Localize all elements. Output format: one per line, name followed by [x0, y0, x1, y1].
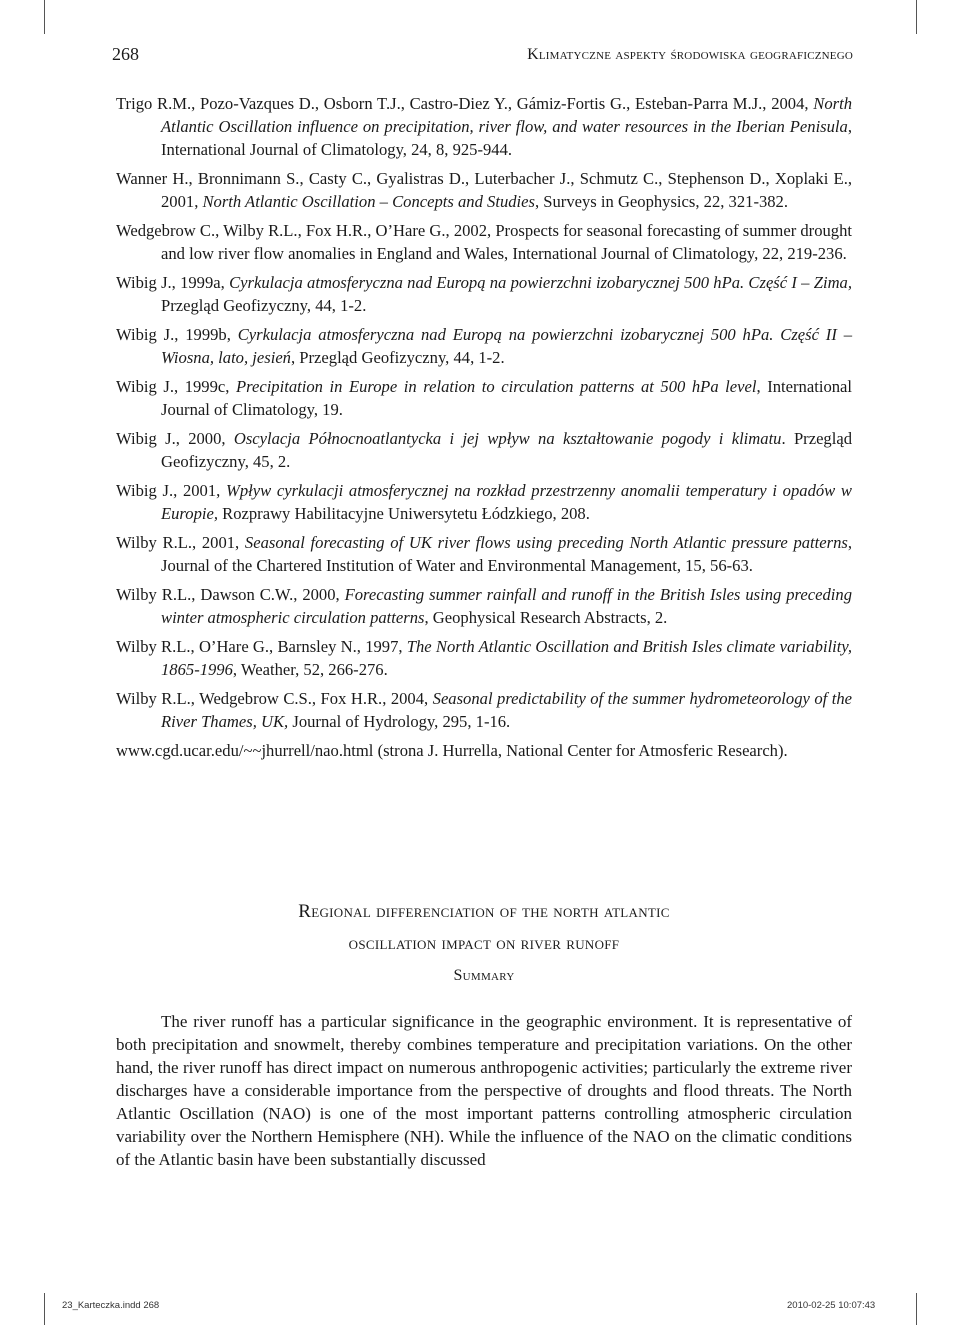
section-title [116, 896, 852, 960]
reference-item [116, 92, 852, 161]
ref-title: Oscylacja Północnoatlantycka i jej wpływ na kształtowanie pogody i klimatu [233, 429, 782, 448]
ref-source: Przegląd Geofizyczny, 44, 1-2. [161, 296, 367, 315]
ref-source: www.cgd.ucar.edu/~~jhurrell/nao.html (strona J. Hurrella, National Center for Atmosferic Research). [116, 741, 788, 760]
section-title-line-1: Regional differenciation of the north atlantic [298, 901, 670, 922]
ref-author: Wedgebrow C., Wilby R.L., Fox H.R., O’Hare G., 2002, [116, 221, 496, 240]
footer-timestamp: 2010-02-25 10:07:43 [787, 1300, 876, 1311]
crop-mark-top-right [916, 0, 917, 34]
ref-source: Rozprawy Habilitacyjne Uniwersytetu Łódzkiego, 208. [218, 504, 590, 523]
running-title: Klimatyczne aspekty środowiska geograficznego [527, 46, 853, 63]
ref-author: Wibig J., 2001, [116, 481, 226, 500]
ref-source: , Surveys in Geophysics, 22, 321-382. [534, 192, 789, 211]
ref-source: , Journal of the Chartered Institution of Water and Environmental Management, 15, 56-63. [161, 533, 853, 575]
ref-author: Wibig J., 1999a, [116, 273, 230, 292]
summary-heading: Summary [453, 967, 515, 984]
ref-title: Seasonal predictability of the summer hydrometeorology of the River Thames, UK, [161, 689, 852, 731]
ref-source: , Weather, 52, 266-276. [232, 660, 388, 679]
ref-source: , International Journal of Climatology, 19. [161, 377, 853, 419]
ref-source: Journal of Hydrology, 295, 1-16. [288, 712, 511, 731]
ref-author: Wibig J., 1999b, [116, 325, 238, 344]
reference-item [116, 479, 852, 525]
page-number: 268 [112, 44, 139, 64]
summary-paragraph: The river runoff has a particular significance in the geographic environment. It is representative of both precipitation and snowmelt, thereby combines temperature and precipitation variations. On the other hand, the river runoff has direct impact on numerous anthropogenic activities; particularly the extreme river discharges have a considerable importance from the perspective of droughts and flood threats. The North Atlantic Oscillation (NAO) is one of the most important patterns controlling atmospheric circulation variability over the Northern Hemisphere (NH). While the influence of the NAO on the climatic conditions of the Atlantic basin have been substantially discussed [116, 1012, 852, 1169]
ref-title: Forecasting summer rainfall and runoff in the British Isles using preceding winter atmospheric circulation patterns [161, 585, 852, 627]
ref-title: Wpływ cyrkulacji atmosferycznej na rozkład przestrzenny anomalii temperatury i opadów w Europie, [161, 481, 852, 523]
ref-title: Seasonal forecasting of UK river flows using preceding North Atlantic pressure patterns [244, 533, 848, 552]
ref-source: . Przegląd Geofizyczny, 45, 2. [161, 429, 852, 471]
reference-item [116, 323, 852, 369]
footer-file-name: 23_Karteczka.indd 268 [62, 1300, 160, 1311]
reference-item [116, 375, 852, 421]
ref-author: Wibig J., 1999c, [116, 377, 236, 396]
ref-title: The North Atlantic Oscillation and British Isles climate variability, 1865-1996 [161, 637, 852, 679]
ref-source: Prospects for seasonal forecasting of summer drought and low river flow anomalies in England and Wales, International Journal of Climatology, 22, 219-236. [161, 221, 852, 263]
ref-title: Precipitation in Europe in relation to circulation patterns at 500 hPa level [235, 377, 757, 396]
ref-title: Cyrkulacja atmosferyczna nad Europą na powierzchni izobarycznej 500 hPa. Część II – Wiosna, lato, jesień [161, 325, 852, 367]
ref-title: Cyrkulacja atmosferyczna nad Europą na powierzchni izobarycznej 500 hPa. Część I – Zima, [229, 273, 853, 292]
ref-source: , Przegląd Geofizyczny, 44, 1-2. [290, 348, 505, 367]
crop-mark-bottom-left [44, 1293, 45, 1325]
reference-item [116, 635, 852, 681]
ref-source: , Geophysical Research Abstracts, 2. [424, 608, 668, 627]
ref-author: Wilby R.L., Wedgebrow C.S., Fox H.R., 2004, [116, 689, 433, 708]
ref-title: North Atlantic Oscillation influence on precipitation, river flow, and water resources in the Iberian Penisula [161, 94, 852, 136]
section-title-line-2: oscillation impact on river runoff [348, 933, 620, 954]
reference-item [116, 687, 852, 733]
ref-author: Wilby R.L., 2001, [116, 533, 245, 552]
ref-author: Wilby R.L., Dawson C.W., 2000, [116, 585, 345, 604]
ref-author: Wanner H., Bronnimann S., Casty C., Gyalistras D., Luterbacher J., Schmutz C., Stephenson D., Xoplaki E., 2001, [116, 169, 852, 211]
ref-author: Trigo R.M., Pozo-Vazques D., Osborn T.J., Castro-Diez Y., Gámiz-Fortis G., Esteban-Parra M.J., 2004, [116, 94, 814, 113]
reference-item [116, 531, 852, 577]
crop-mark-top-left [44, 0, 45, 34]
ref-title: North Atlantic Oscillation – Concepts and Studies [202, 192, 535, 211]
crop-mark-bottom-right [916, 1293, 917, 1325]
ref-author: Wilby R.L., O’Hare G., Barnsley N., 1997, [116, 637, 407, 656]
reference-item [116, 271, 852, 317]
reference-item [116, 219, 852, 265]
ref-source: , International Journal of Climatology, 24, 8, 925-944. [161, 117, 852, 159]
reference-item [116, 427, 852, 473]
reference-item [116, 583, 852, 629]
reference-list [116, 92, 852, 768]
ref-author: Wibig J., 2000, [116, 429, 234, 448]
reference-item [116, 167, 852, 213]
reference-item-url [116, 739, 852, 762]
